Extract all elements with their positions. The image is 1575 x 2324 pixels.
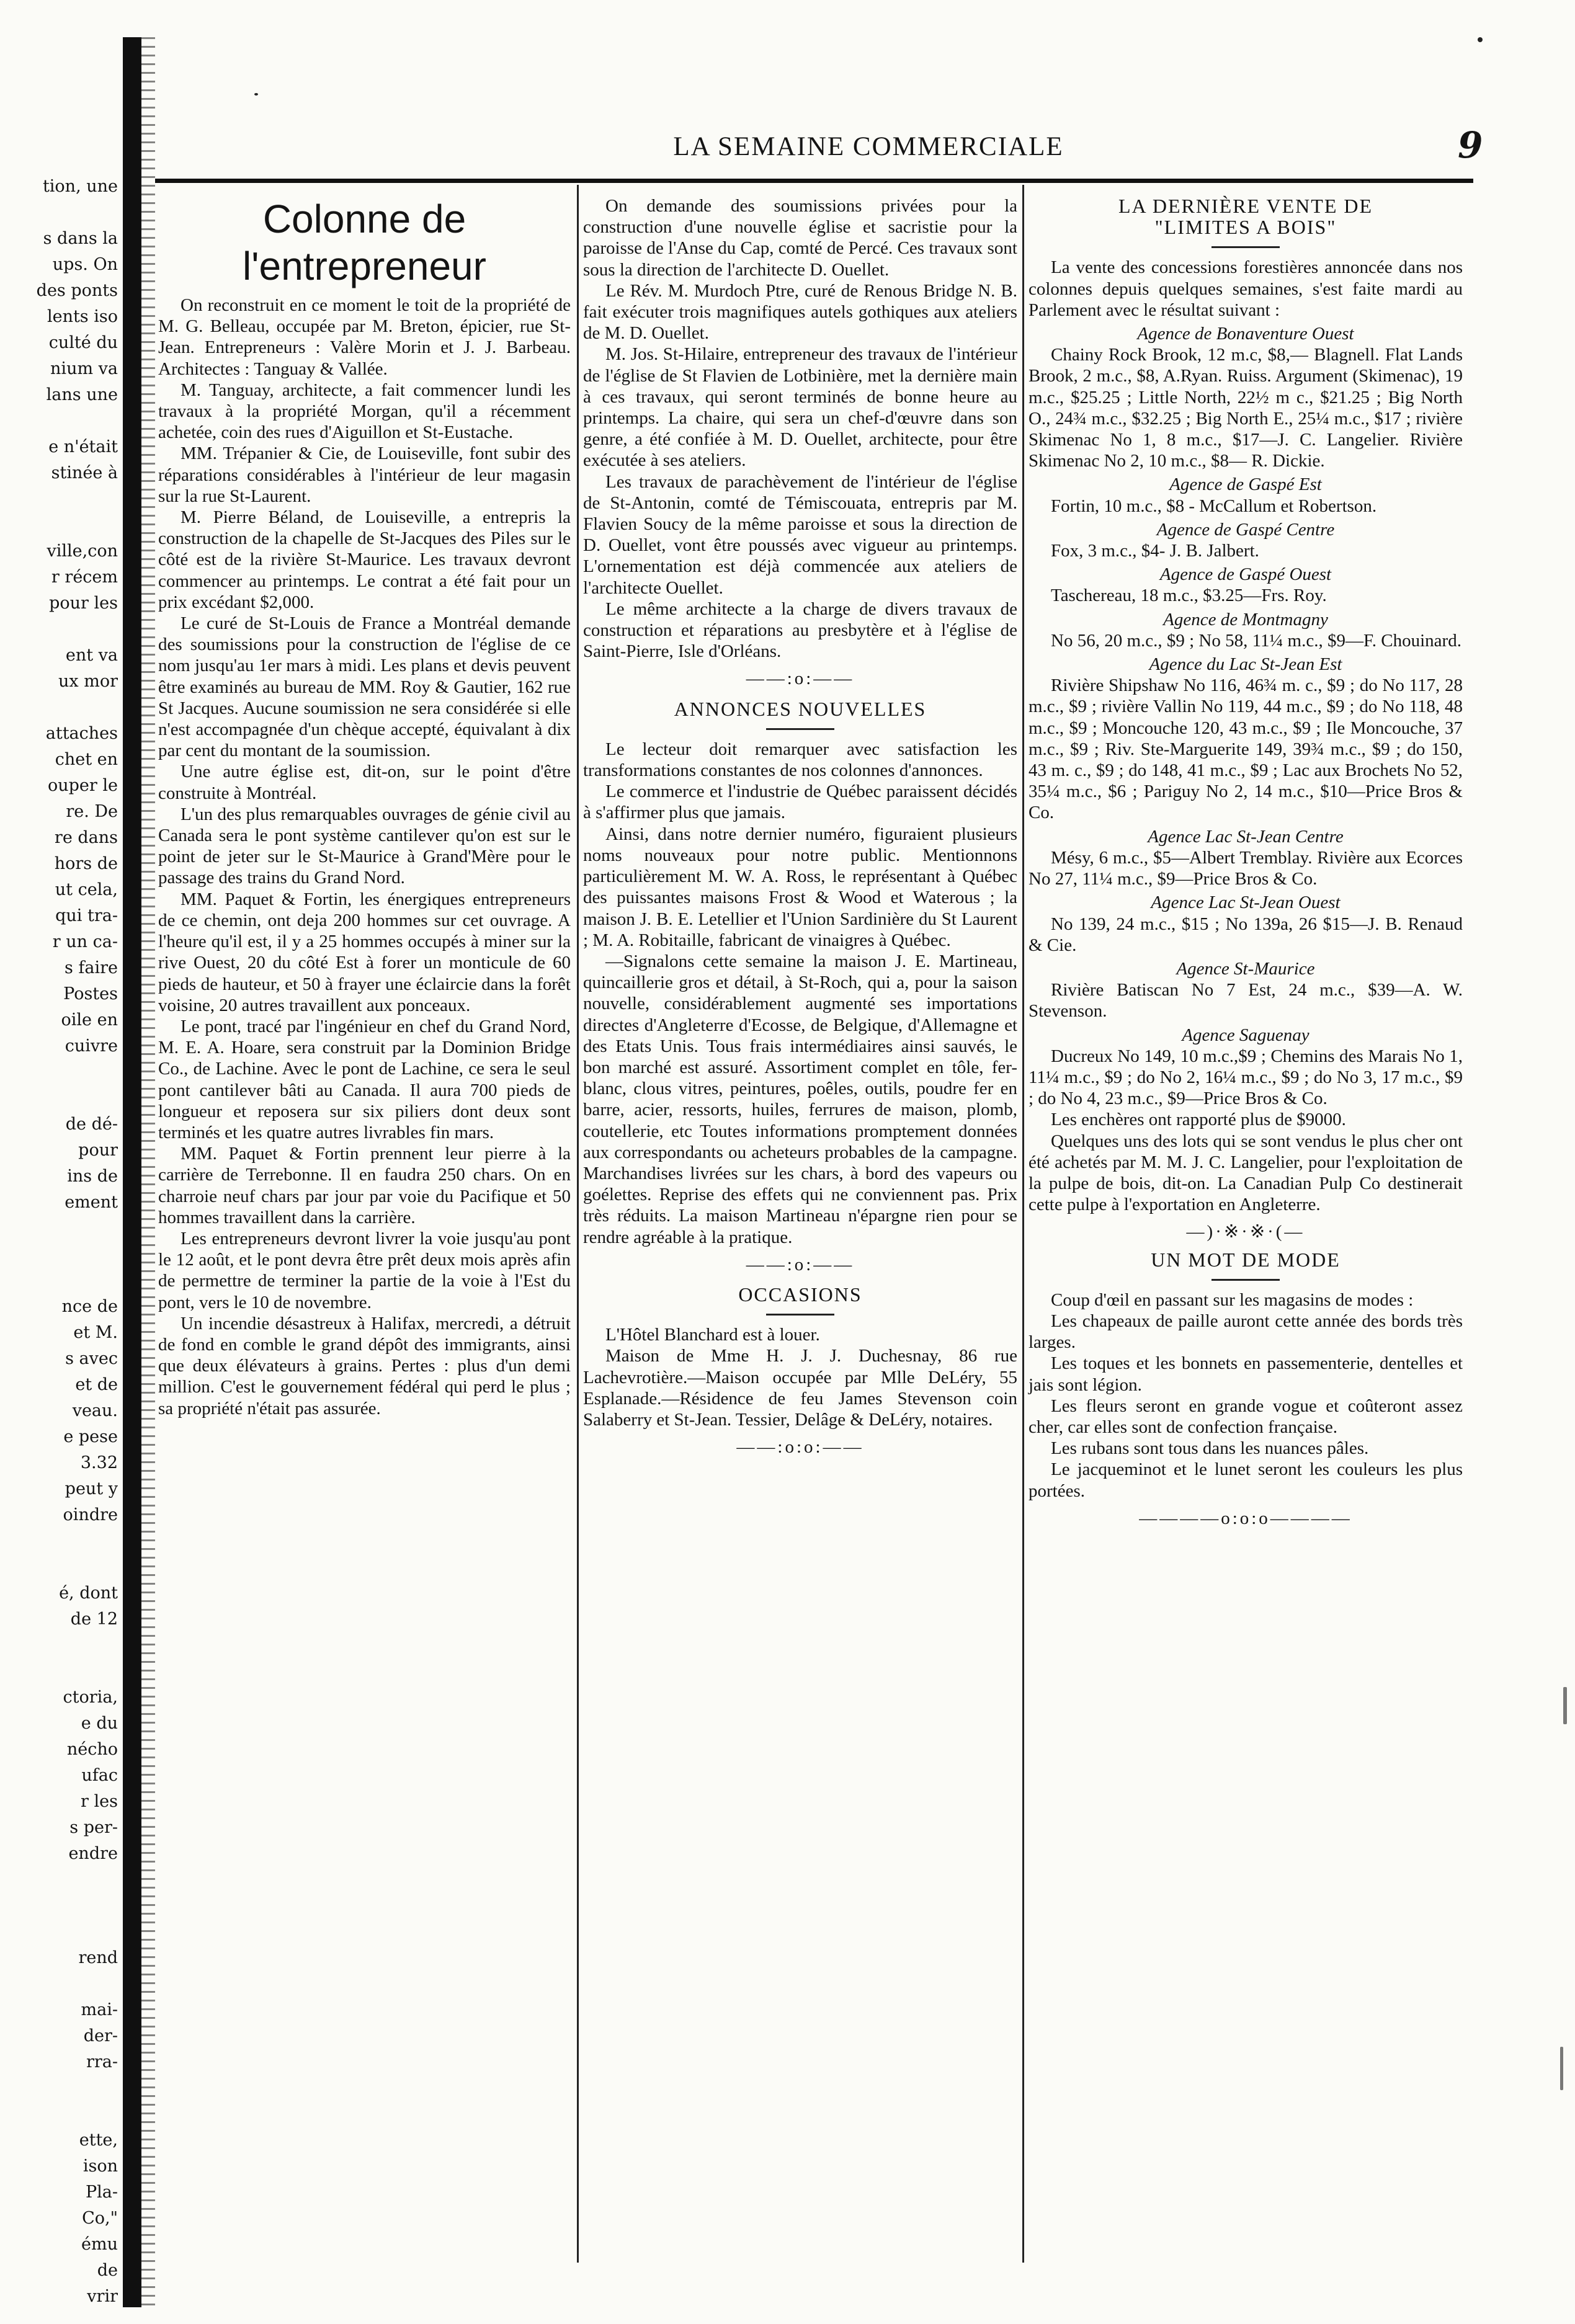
annonce-paragraph: Ainsi, dans notre dernier numéro, figuraient plusieurs noms nouveaux pour notre public. Mentionnons particulièrement M. W. A. Ross, le représentant à Québec des puissantes maisons Frost & Wood et Waterous ; la maison J. B. E. Letellier et l'Union Sardinière du St Laurent ; M. A. Robitaille, fabricant de vinaigres à Québec. (583, 824, 1017, 950)
mode-paragraphs (1028, 1289, 1463, 1502)
agence-lots: Ducreux No 149, 10 m.c.,$9 ; Chemins des Marais No 1, 11¼ m.c., $9 ; do No 2, 16¼ m.c., $9 ; do No 3, 17 m.c., $9 ; do No 4, 23 m.c., $9—Price Bros & Co. (1028, 1046, 1463, 1109)
occasion-paragraph: L'Hôtel Blanchard est à louer. (605, 1325, 820, 1345)
margin-fragment (0, 1059, 118, 1085)
annonce-paragraph: Le commerce et l'industrie de Québec paraissent décidés à s'affirmer plus que jamais. (583, 781, 1017, 823)
margin-fragment (0, 1242, 118, 1268)
margin-fragment: peut y (65, 1479, 118, 1498)
column-heading: Colonne de l'entrepreneur (243, 197, 486, 288)
annonces-paragraphs (583, 739, 1017, 1248)
margin-fragment: ement (65, 1193, 118, 1212)
margin-fragment: des ponts (36, 281, 118, 300)
margin-fragment: r les (81, 1792, 118, 1811)
agence-name: Agence de Gaspé Est (1169, 474, 1322, 495)
margin-fragment: ouper le (47, 776, 118, 795)
margin-fragment (0, 1658, 118, 1685)
church-works-paragraph: On demande des soumissions privées pour la construction d'une nouvelle église et sacristie pour la paroisse de l'Anse du Cap, comté de Percé. Ces travaux sont sous la direction de l'architecte D. Ouellet. (583, 196, 1017, 280)
margin-fragment: oindre (63, 1505, 118, 1525)
church-works-paragraph: Les travaux de parachèvement de l'intérieur de l'église de St-Antonin, comté de Témiscouata, entrepris par M. Flavien Soucy de la même paroisse et sous la direction de D. Ouellet, vont être poussés avec vigueur au printemps. L'ornementation est déjà commencée aux ateliers de l'architecte Ouellet. (583, 471, 1017, 598)
margin-fragment: ville,con (47, 541, 118, 561)
margin-fragment (0, 2101, 118, 2127)
agence-lots: Taschereau, 18 m.c., $3.25—Frs. Roy. (1051, 585, 1327, 606)
previous-page-margin-fragments (0, 174, 118, 2310)
margin-fragment: hors de (54, 854, 118, 873)
entrepreneur-paragraph: MM. Trépanier & Cie, de Louiseville, font subir des réparations considérables à l'intérieur de leur magasin sur la rue St-Laurent. (158, 443, 571, 506)
margin-fragment: ups. On (52, 255, 118, 274)
mode-paragraph: Les rubans sont tous dans les nuances pâles. (1051, 1438, 1369, 1459)
margin-fragment (0, 2075, 118, 2101)
margin-fragment: 3.32 (80, 1453, 118, 1472)
entrepreneur-paragraph: Un incendie désastreux à Halifax, mercredi, a détruit de fond en comble le grand dépôt des immigrants, ainsi que deux élévateurs à grains. Pertes : plus d'un demi million. C'est le gouvernement fédéral qui perd le plus ; sa propriété n'était pas assurée. (158, 1313, 571, 1418)
agence-name: Agence du Lac St-Jean Est (1149, 654, 1342, 675)
margin-fragment: ému (81, 2235, 118, 2254)
mode-paragraph: Coup d'œil en passant sur les magasins de modes : (1051, 1289, 1414, 1310)
mode-paragraph: Les fleurs seront en grande vogue et coûteront assez cher, car elles sont de confection française. (1028, 1396, 1463, 1437)
margin-fragment (0, 1632, 118, 1658)
margin-fragment: ent va (65, 646, 118, 665)
agence-name: Agence Saguenay (1182, 1025, 1310, 1045)
margin-fragment (0, 1528, 118, 1554)
margin-fragment: oile en (61, 1010, 118, 1030)
occasion-paragraph: Maison de Mme H. J. J. Duchesnay, 86 rue Lachevrotière.—Maison occupée par Mlle DeLéry, 55 Esplanade.—Résidence de feu James Stevenson coin Salaberry et St-Jean. Tessier, Delâge & DeLéry, notaires. (583, 1346, 1017, 1430)
margin-fragment: mai- (81, 2000, 118, 2019)
church-works-paragraph: Le Rév. M. Murdoch Ptre, curé de Renous Bridge N. B. fait exécuter trois magnifiques autels gothiques aux ateliers de M. D. Ouellet. (583, 280, 1017, 344)
margin-fragment: nce de (61, 1297, 118, 1316)
agence-name: Agence St-Maurice (1176, 958, 1315, 979)
margin-fragment (0, 1216, 118, 1242)
mode-paragraph: Les toques et les bonnets en passementerie, dentelles et jais sont légion. (1028, 1353, 1463, 1395)
agence-name: Agence de Gaspé Ouest (1159, 564, 1332, 585)
margin-fragment: et M. (73, 1323, 118, 1342)
margin-fragment: Pla- (85, 2183, 118, 2202)
header-rule (155, 179, 1473, 183)
margin-fragment: é, dont (59, 1583, 118, 1603)
page-header (155, 124, 1483, 166)
margin-fragment: der- (83, 2026, 118, 2046)
column-divider-2 (1022, 185, 1024, 2263)
margin-fragment (0, 200, 118, 226)
margin-fragment: Co," (82, 2209, 118, 2228)
occasions-heading: OCCASIONS (738, 1283, 862, 1306)
agence-lots: Rivière Batiscan No 7 Est, 24 m.c., $39—A. W. Stevenson. (1028, 980, 1463, 1022)
agence-name: Agence de Bonaventure Ouest (1137, 324, 1354, 344)
margin-fragment: r un ca- (52, 932, 118, 951)
limites-closing-paragraph: Les enchères ont rapporté plus de $9000. (1051, 1110, 1346, 1130)
entrepreneur-paragraph: Le pont, tracé par l'ingénieur en chef du Grand Nord, M. E. A. Hoare, sera construit par la Dominion Bridge Co., de Lachine. Avec le pont de Lachine, ce sera le seul pont cantilever bâti au Canada. Il aura 700 pieds de longueur et reposera sur six piliers dont deux sont terminés et les quatre autres livrables fin mars. (158, 1016, 571, 1142)
margin-fragment: ut cela, (55, 880, 118, 899)
margin-fragment: attaches (45, 724, 118, 743)
margin-fragment: ux mor (58, 672, 118, 691)
limites-closing-paragraphs (1028, 1109, 1463, 1215)
agence-lots: Fox, 3 m.c., $4- J. B. Jalbert. (1051, 541, 1259, 561)
column-entrepreneur (158, 195, 571, 1419)
limites-intro: La vente des concessions forestières annoncée dans nos colonnes depuis quelques semaines, s'est faite mardi au Parlement avec le résultat suivant : (1028, 257, 1463, 320)
margin-fragment (0, 512, 118, 538)
heading-rule (766, 728, 834, 730)
margin-fragment: nécho (66, 1740, 118, 1759)
margin-fragment (0, 1268, 118, 1294)
margin-fragment: cuivre (65, 1036, 118, 1056)
margin-fragment: ctoria, (63, 1688, 118, 1707)
margin-fragment: pour (78, 1141, 118, 1160)
margin-fragment (0, 695, 118, 721)
binding-gutter (123, 37, 141, 2307)
annonces-heading: ANNONCES NOUVELLES (674, 697, 927, 720)
margin-fragment: ufac (81, 1766, 118, 1785)
margin-fragment: e n'était (48, 437, 118, 456)
margin-fragment: s avec (65, 1349, 118, 1368)
mode-paragraph: Le jacqueminot et le lunet seront les couleurs les plus portées. (1028, 1459, 1463, 1501)
margin-fragment: de dé- (65, 1115, 118, 1134)
heading-rule (1211, 246, 1280, 248)
limites-heading-line1: LA DERNIÈRE VENTE DE (1118, 195, 1373, 217)
margin-fragment (0, 1919, 118, 1945)
ink-speck (1563, 1687, 1567, 1724)
margin-fragment (0, 486, 118, 512)
limites-closing-paragraph: Quelques uns des lots qui se sont vendus le plus cher ont été achetés par M. M. J. C. Langelier, pour l'exploitation de la pulpe de bois, dit-on. La Canadian Pulp Co destinerait cette pulpe à l'exportation en Angleterre. (1028, 1131, 1463, 1215)
occasions-paragraphs (583, 1324, 1017, 1430)
annonce-paragraph: Le lecteur doit remarquer avec satisfaction les transformations constantes de nos colonnes d'annonces. (583, 739, 1017, 781)
margin-fragment: endre (68, 1844, 118, 1863)
margin-fragment: stinée à (51, 463, 118, 483)
church-works-paragraphs (583, 195, 1017, 662)
page-number: 9 (1458, 124, 1483, 166)
margin-fragment: tion, une (42, 177, 118, 196)
margin-fragment: lents iso (47, 307, 118, 326)
margin-fragment: qui tra- (55, 906, 118, 925)
margin-fragment: vrir (87, 2287, 118, 2306)
margin-fragment: s per- (69, 1818, 118, 1837)
entrepreneur-paragraph: Le curé de St-Louis de France a Montréal demande des soumissions pour la construction de l'église de ce nom jusqu'au 1er mars à midi. Les plans et devis peuvent être examinés au bureau de MM. Roy & Gautier, 162 rue St Jacques. Aucune soumission ne sera considérée si elle n'est accompagnée d'un chèque accepté, équivalant à dix par cent du montant de la soumission. (158, 613, 571, 761)
agence-lots: No 139, 24 m.c., $15 ; No 139a, 26 $15—J. B. Renaud & Cie. (1028, 914, 1463, 955)
ink-speck (254, 93, 258, 96)
entrepreneur-paragraph: Les entrepreneurs devront livrer la voie jusqu'au pont le 12 août, et le pont devra être prêt deux mois après afin de permettre de terminer la partie de la voie à l'Est du pont, vers le 10 de novembre. (158, 1228, 571, 1312)
mode-paragraph: Les chapeaux de paille auront cette année des bords très larges. (1028, 1311, 1463, 1353)
ornament-separator: —)·※·※·(— (1186, 1222, 1305, 1242)
margin-fragment: lans une (46, 385, 118, 404)
column-divider-1 (577, 185, 579, 2263)
church-works-paragraph: M. Jos. St-Hilaire, entrepreneur des travaux de l'intérieur de l'église de St Flavien de Lotbinière, met la dernière main à ces travaux, qui seront terminés de bonne heure au printemps. La chaire, qui sera un chef-d'œuvre dans son genre, a été confiée à M. D. Ouellet, architecte, pour être exécutée à ses ateliers. (583, 344, 1017, 471)
margin-fragment (0, 1867, 118, 1893)
column-right (1028, 195, 1463, 1535)
ornament-separator: ——:o:—— (746, 669, 855, 689)
entrepreneur-paragraph: L'un des plus remarquables ouvrages de génie civil au Canada sera le pont système cantilever qu'on est sur le point de jeter sur le St-Maurice à Grand'Mère pour le passage des trains du Grand Nord. (158, 804, 571, 888)
column-middle (583, 195, 1017, 1464)
agence-lots: Chainy Rock Brook, 12 m.c, $8,— Blagnell. Flat Lands Brook, 2 m.c., $8, A.Ryan. Ruiss. Argument (Skimenac), 19 m.c., $25.25 ; Little North, 22½ m c., $21.25 ; Big North O., 24¾ m.c., $32.25 ; Big North E., 25¼ m.c., $17 ; rivière Skimenac No 1, 8 m.c., $17—J. C. Langelier. Rivière Skimenac No 2, 10 m.c., $8— R. Dickie. (1028, 345, 1463, 471)
mode-heading: UN MOT DE MODE (1151, 1248, 1341, 1271)
margin-fragment: et de (75, 1375, 118, 1394)
ornament-separator: ——:o:o:—— (736, 1437, 864, 1458)
entrepreneur-paragraph: MM. Paquet & Fortin prennent leur pierre à la carrière de Terrebonne. Il en faudra 250 chars. On en charroie neuf chars par jour par voie du Pacifique et 50 hommes travaillent dans la carrière. (158, 1144, 571, 1227)
agence-lots: Rivière Shipshaw No 116, 46¾ m. c., $9 ; do No 117, 28 m.c., $9 ; rivière Vallin No 119, 44 m.c., $9 ; do No 118, 48 m.c., $9 ; Moncouche 120, 43 m.c., $9 ; Ile Moncouche, 37 m.c., $9 ; Riv. Ste-Marguerite 149, 39¾ m.c., $9 ; do 150, 43 m. c., $9 ; do 148, 41 m.c., $9 ; Lac aux Brochets No 52, 35¼ m.c., $6 ; Pariguy No 2, 14 m.c., $10—Price Bros & Co. (1028, 675, 1463, 823)
entrepreneur-paragraph: M. Pierre Béland, de Louiseville, a entrepris la construction de la chapelle de St-Jacques des Piles sur le côté est de la rivière St-Maurice. Les travaux devront commencer au printemps. Le contrat a été fait pour un prix excédant $2,000. (158, 507, 571, 612)
agence-lots: No 56, 20 m.c., $9 ; No 58, 11¼ m.c., $9—F. Chouinard. (1051, 630, 1461, 651)
margin-fragment: ette, (79, 2130, 118, 2150)
margin-fragment: re dans (54, 828, 118, 847)
margin-fragment: rra- (86, 2052, 118, 2072)
margin-fragment (0, 408, 118, 434)
entrepreneur-paragraph: Une autre église est, dit-on, sur le point d'être construite à Montréal. (158, 762, 571, 803)
margin-fragment: chet en (55, 750, 118, 769)
margin-fragment (0, 617, 118, 643)
margin-fragment: ins de (67, 1167, 118, 1186)
agence-lots: Mésy, 6 m.c., $5—Albert Tremblay. Rivière aux Ecorces No 27, 11¼ m.c., $9—Price Bros & Co. (1028, 847, 1463, 889)
heading-rule (766, 1314, 834, 1316)
margin-fragment: de 12 (70, 1609, 118, 1629)
ornament-separator: ——:o:—— (746, 1254, 855, 1275)
margin-fragment: s faire (64, 958, 118, 977)
agence-name: Agence de Montmagny (1163, 609, 1328, 630)
margin-fragment (0, 1085, 118, 1111)
heading-rule (1211, 1279, 1280, 1281)
margin-fragment: nium va (50, 359, 118, 378)
annonce-paragraph: —Signalons cette semaine la maison J. E. Martineau, quincaillerie gros et détail, à St-Roch, qui a, pour la saison nouvelle, considérablement augmenté ses importations directes d'Angleterre d'Ecosse, de Belgique, d'Allemagne et des Etats Unis. Tous frais intermédiaires ainsi sauvés, le bon marché est assuré. Assortiment complet en tôle, fer-blanc, clous vitres, peintures, poêles, outils, poudre fer en barre, acier, ressorts, huiles, ferrures de maison, plomb, coutellerie, etc Toutes informations promptement données aux correspondants ou acheteurs probables de la campagne. Marchandises livrées sur les chars, à bord des vapeurs ou goélettes. Reprise des effets qui ne conviennent pas. Prix très réduits. La maison Martineau n'épargne rien pour se rendre agréable à la pratique. (583, 951, 1017, 1247)
ornament-separator: ————o:o:o———— (1139, 1508, 1352, 1528)
entrepreneur-paragraph: On reconstruit en ce moment le toit de la propriété de M. G. Belleau, occupée par M. Breton, épicier, rue St-Jean. Entrepreneurs : Valère Morin et J. J. Barbeau. Architectes : Tanguay & Vallée. (158, 295, 571, 379)
margin-fragment: de (97, 2261, 118, 2280)
church-works-paragraph: Le même architecte a la charge de divers travaux de construction et réparations au presbytère et à l'église de Saint-Pierre, Isle d'Orléans. (583, 599, 1017, 662)
margin-fragment: r récem (51, 568, 118, 587)
margin-fragment: ison (83, 2157, 118, 2176)
entrepreneur-paragraph: MM. Paquet & Fortin, les énergiques entrepreneurs de ce chemin, ont deja 200 hommes sur cet ouvrage. A l'heure qu'il est, il y a 25 hommes occupés à miner sur la rive Ouest, 20 du côté Est à forer un monticule de 60 pieds de hauteur, et 50 à frayer une éclaircie dans la forêt voisine, 20 autres travaillent aux ponceaux. (158, 889, 571, 1015)
agence-name: Agence Lac St-Jean Centre (1148, 826, 1344, 847)
ink-speck (1560, 2047, 1563, 2090)
ink-speck (1478, 37, 1483, 42)
agence-name: Agence Lac St-Jean Ouest (1151, 893, 1341, 913)
newspaper-title: LA SEMAINE COMMERCIALE (673, 132, 1064, 161)
margin-fragment (0, 1971, 118, 1997)
binding-perforation (141, 37, 155, 2307)
agences-list (1028, 323, 1463, 1109)
margin-fragment: pour les (49, 594, 118, 613)
entrepreneur-paragraphs (158, 295, 571, 1419)
agence-name: Agence de Gaspé Centre (1156, 519, 1335, 540)
margin-fragment: e du (81, 1714, 118, 1733)
margin-fragment (0, 1554, 118, 1580)
margin-fragment (0, 1893, 118, 1919)
margin-fragment: re. De (66, 802, 118, 821)
limites-heading-line2: "LIMITES A BOIS" (1154, 216, 1337, 239)
margin-fragment: e pese (63, 1427, 118, 1446)
margin-fragment: s dans la (43, 229, 118, 248)
margin-fragment: rend (78, 1948, 118, 1967)
entrepreneur-paragraph: M. Tanguay, architecte, a fait commencer lundi les travaux à la propriété Morgan, qu'il a récemment achetée, coin des rues d'Aiguillon et St-Eustache. (158, 380, 571, 443)
agence-lots: Fortin, 10 m.c., $8 - McCallum et Robertson. (1051, 496, 1377, 516)
margin-fragment: Postes (63, 984, 118, 1004)
margin-fragment: veau. (72, 1401, 118, 1420)
margin-fragment: culté du (48, 333, 118, 352)
